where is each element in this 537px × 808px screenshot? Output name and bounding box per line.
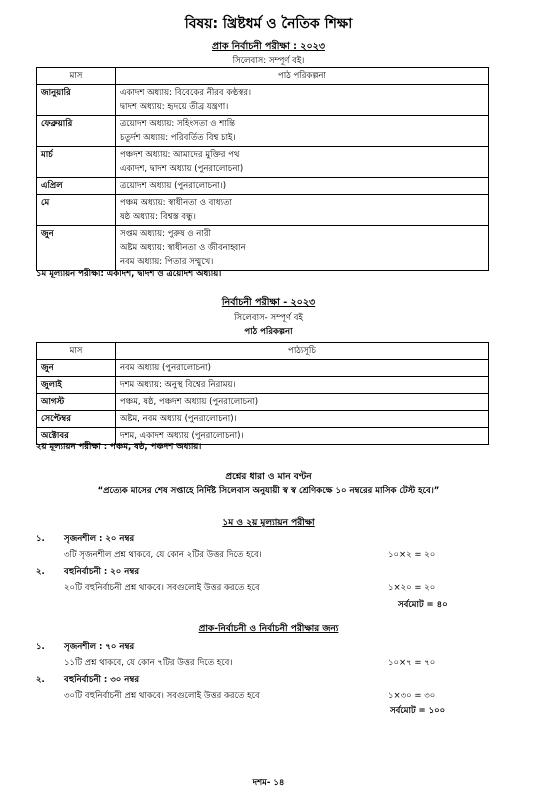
test-heading: নির্বাচনী পরীক্ষা - ২০২৩ xyxy=(221,297,316,308)
table-row xyxy=(37,394,489,411)
plan-line: একাদশ, দ্বাদশ অধ্যায় (পুনরালোচনা) xyxy=(120,164,244,174)
plan-line: পঞ্চদশ অধ্যায়: আমাদের মুক্তির পথ xyxy=(120,150,240,160)
table-row xyxy=(37,195,489,226)
month-cell: মার্চ xyxy=(37,147,116,178)
item-number: ২. xyxy=(36,675,45,685)
pre-test-syllabus: সিলেবাস: সম্পূর্ণ বই। xyxy=(232,56,305,66)
distribution-quote: “প্রত্যেক মাসের শেষ সপ্তাহে নির্দিষ্ট সিলেবাস অনুযায়ী স্ব স্ব শ্রেণিকক্ষে ১০ নম্বরের মাসিক টেস্ট হবে।” xyxy=(97,486,440,496)
plan-cell xyxy=(116,147,489,178)
item-description: ৩০টি বহুনির্বাচনী প্রশ্ন থাকবে। সবগুলোই উত্তর করতে হবে xyxy=(64,691,260,701)
test-table xyxy=(36,342,489,445)
item-label: সৃজনশীল : ২০ নম্বর xyxy=(64,534,135,544)
plan-cell xyxy=(116,226,489,271)
plan-cell xyxy=(116,195,489,226)
pre-test-heading: প্রাক নির্বাচনী পরীক্ষা : ২০২৩ xyxy=(211,41,326,52)
plan-line: অষ্টম, নবম অধ্যায় (পুনরালোচনা)। xyxy=(120,414,237,424)
plan-cell xyxy=(116,377,489,394)
plan-line: দশম, একাদশ অধ্যায় (পুনরালোচনা)। xyxy=(120,431,244,441)
eval-total: সর্বমোট = ৪০ xyxy=(398,600,448,610)
pre-test-table xyxy=(36,67,489,271)
plan-line: চতুর্দশ অধ্যায়: পরিবর্তিত বিশ্ব চাই। xyxy=(120,133,236,143)
month-cell: জুলাই xyxy=(37,377,116,394)
item-label: বহুনির্বাচনী : ৩০ নম্বর xyxy=(64,675,140,685)
plan-line: সপ্তম অধ্যায়: পুরুষ ও নারী xyxy=(120,229,211,239)
plan-line: দশম অধ্যায়: অনুস্থ বিশ্বের নিরাময়। xyxy=(120,380,236,390)
item-description: ২০টি বহুনির্বাচনী প্রশ্ন থাকবে। সবগুলোই উত্তর করতে হবে xyxy=(64,583,260,593)
plan-line: অষ্টম অধ্যায়: স্বাধীনতা ও জীবনাহ্বান xyxy=(120,243,246,253)
plan-line: নবম অধ্যায় (পুনরালোচনা) xyxy=(120,363,211,373)
plan-line: নবম অধ্যায়: পিতার সম্মুখে। xyxy=(120,257,214,267)
marks-item xyxy=(36,671,476,687)
plan-line: ষষ্ঠ অধ্যায়: বিশ্বস্ত বন্ধু। xyxy=(120,212,196,222)
plan-cell xyxy=(116,394,489,411)
final-items xyxy=(36,638,476,704)
month-cell: মে xyxy=(37,195,116,226)
distribution-heading: প্রশ্নের ধারা ও মান বণ্টন xyxy=(225,472,312,482)
col-month-header: মাস xyxy=(37,68,116,85)
table-row xyxy=(37,226,489,271)
item-calculation: ১×২০ = ২০ xyxy=(388,583,436,593)
plan-cell xyxy=(116,411,489,428)
item-calculation: ১×৩০ = ৩০ xyxy=(388,691,436,701)
table-row xyxy=(37,360,489,377)
page-footer: দশম- ১৪ xyxy=(252,778,285,788)
item-number: ১. xyxy=(36,534,45,544)
plan-line: ত্রয়োদশ অধ্যায় (পুনরালোচনা।) xyxy=(120,181,227,191)
marks-item xyxy=(36,530,476,546)
month-cell: জুন xyxy=(37,226,116,271)
item-number: ১. xyxy=(36,642,45,652)
test-syllabus: সিলেবাস- সম্পূর্ণ বই xyxy=(234,313,303,323)
month-cell: জানুয়ারি xyxy=(37,85,116,116)
col-plan-header: পাঠ পরিকল্পনা xyxy=(116,68,489,85)
item-description: ১১টি প্রশ্ন থাকবে, যে কোন ৭টির উত্তর দিতে হবে। xyxy=(64,658,233,668)
pre-test-note: ১ম মূল্যায়ন পরীক্ষা: একাদশ, দ্বাদশ ও ত্রয়োদশ অধ্যায়। xyxy=(36,269,222,279)
month-cell: জুন xyxy=(37,360,116,377)
item-description: ৩টি সৃজনশীল প্রশ্ন থাকবে, যে কোন ২টির উত্তর দিতে হবে। xyxy=(64,550,262,560)
table-row xyxy=(37,147,489,178)
table-row xyxy=(37,85,489,116)
plan-line: একাদশ অধ্যায়: বিবেকের নীরব কণ্ঠস্বর। xyxy=(120,88,252,98)
plan-cell xyxy=(116,116,489,147)
plan-cell xyxy=(116,85,489,116)
month-cell: অক্টোবর xyxy=(37,428,116,445)
page-title: বিষয়: খ্রিষ্টধর্ম ও নৈতিক শিক্ষা xyxy=(184,16,353,32)
table-row xyxy=(37,116,489,147)
table-row xyxy=(37,178,489,195)
marks-item xyxy=(36,563,476,579)
col-month-header: মাস xyxy=(37,343,116,360)
plan-cell xyxy=(116,178,489,195)
item-calculation: ১০×২ = ২০ xyxy=(388,550,436,560)
final-heading: প্রাক-নির্বাচনী ও নির্বাচনী পরীক্ষার জন্য xyxy=(198,624,339,634)
final-total: সর্বমোট = ১০০ xyxy=(390,706,446,716)
test-note: ২য় মূল্যায়ন পরীক্ষা : পঞ্চম, ষষ্ঠ, পঞ্চদশ অধ্যায়। xyxy=(36,442,202,452)
col-syllabus-header: পাঠ্যসূচি xyxy=(116,343,489,360)
plan-line: ত্রয়োদশ অধ্যায়: সহিংসতা ও শান্তি xyxy=(120,119,236,129)
item-number: ২. xyxy=(36,567,45,577)
table-row xyxy=(37,411,489,428)
eval-heading: ১ম ও ২য় মূল্যায়ন পরীক্ষা xyxy=(222,518,315,528)
item-calculation: ১০×৭ = ৭০ xyxy=(388,658,436,668)
marks-item xyxy=(36,638,476,654)
month-cell: আগস্ট xyxy=(37,394,116,411)
eval-items xyxy=(36,530,476,596)
plan-line: পঞ্চম, ষষ্ঠ, পঞ্চদশ অধ্যায় (পুনরালোচনা) xyxy=(120,397,259,407)
item-label: সৃজনশীল : ৭০ নম্বর xyxy=(64,642,135,652)
item-label: বহুনির্বাচনী : ২০ নম্বর xyxy=(64,567,140,577)
month-cell: ফেব্রুয়ারি xyxy=(37,116,116,147)
test-plan-label: পাঠ পরিকল্পনা xyxy=(244,327,293,337)
plan-line: দ্বাদশ অধ্যায়: হৃদয়ে তীব্র যন্ত্রণা। xyxy=(120,102,229,112)
table-row xyxy=(37,377,489,394)
month-cell: এপ্রিল xyxy=(37,178,116,195)
month-cell: সেপ্টেম্বর xyxy=(37,411,116,428)
plan-cell xyxy=(116,360,489,377)
plan-line: পঞ্চম অধ্যায়: স্বাধীনতা ও বাধ্যতা xyxy=(120,198,232,208)
